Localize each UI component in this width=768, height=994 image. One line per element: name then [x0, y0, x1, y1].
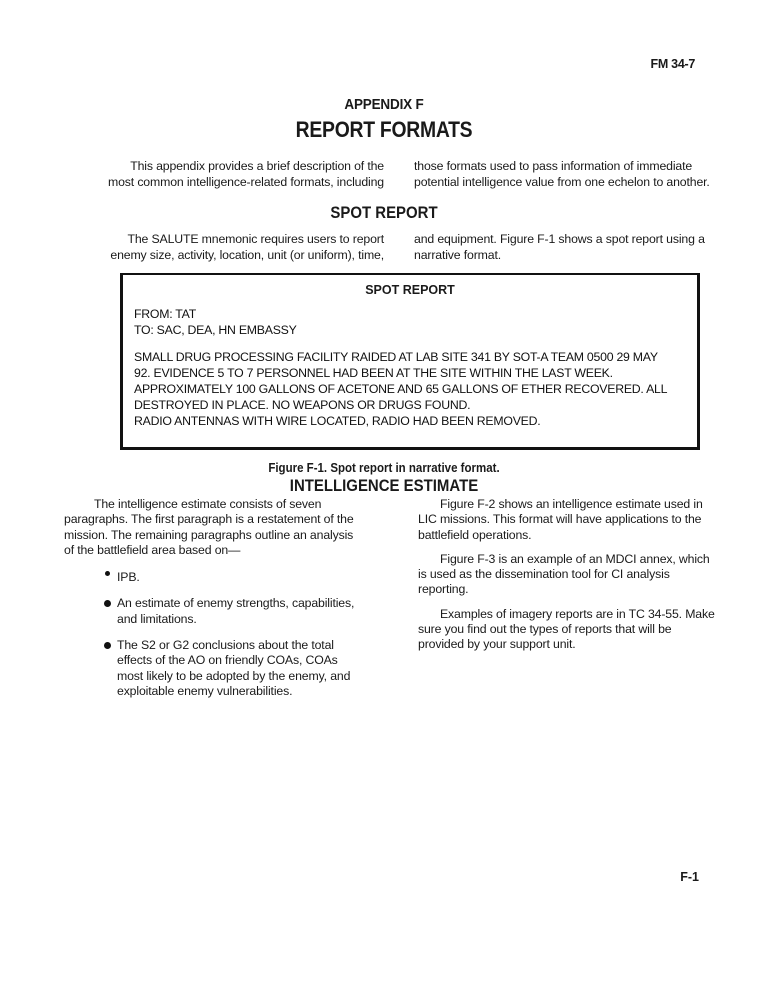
- report-body-line-3: APPROXIMATELY 100 GALLONS OF ACETONE AND 65 GALLONS OF ETHER RECOVERED. ALL: [134, 382, 668, 396]
- appendix-label: APPENDIX F: [344, 96, 424, 113]
- bullet-item-enemy-estimate: [94, 596, 362, 627]
- report-from: FROM: TAT: [134, 307, 196, 321]
- report-body-line-4: DESTROYED IN PLACE. NO WEAPONS OR DRUGS FOUND.: [134, 398, 471, 412]
- bullet-item-ipb: [94, 570, 362, 585]
- spot-report-right-column: [414, 232, 744, 263]
- intro-left-column: [64, 159, 384, 190]
- bullet-text: The S2 or G2 conclusions about the total effects of the AO on friendly COAs, COAs most likely to be adopted by the enemy, and exploitable enemy vulnerabilities.: [117, 638, 351, 698]
- section-title-intelligence-estimate: INTELLIGENCE ESTIMATE: [289, 476, 479, 495]
- spot-report-figure: [120, 273, 700, 450]
- estimate-paragraph-figure-f3: Figure F-3 is an example of an MDCI annex, which is used as the dissemination tool for CI analysis reporting.: [418, 551, 710, 597]
- report-body-line-2: 92. EVIDENCE 5 TO 7 PERSONNEL HAD BEEN AT THE SITE WITHIN THE LAST WEEK.: [134, 366, 613, 380]
- estimate-left-column: [64, 497, 362, 710]
- estimate-bullet-list: [94, 570, 362, 699]
- bullet-item-conclusions: [94, 638, 362, 699]
- figure-box-title: SPOT REPORT: [365, 283, 455, 297]
- spot-report-left-column: [64, 232, 384, 263]
- intro-right-line-2: potential intelligence value from one echelon to another.: [414, 174, 710, 189]
- intro-left-line-1: This appendix provides a brief description of the: [130, 159, 384, 173]
- spot-right-line-1: and equipment. Figure F-1 shows a spot report using a: [414, 232, 705, 246]
- bullet-icon: [105, 571, 110, 576]
- bullet-icon: [104, 642, 111, 649]
- spot-left-line-1: The SALUTE mnemonic requires users to report: [127, 232, 384, 246]
- estimate-paragraph-figure-f2: Figure F-2 shows an intelligence estimate used in LIC missions. This format will have applications to the battlefield operations.: [418, 497, 703, 542]
- report-to: TO: SAC, DEA, HN EMBASSY: [134, 323, 297, 337]
- estimate-intro-paragraph: The intelligence estimate consists of seven paragraphs. The first paragraph is a restatement of the mission. The remaining paragraphs outline an analysis of the battlefield area based on—: [64, 497, 354, 557]
- spot-left-line-2: enemy size, activity, location, unit (or uniform), time,: [110, 247, 384, 262]
- report-body-line-5: RADIO ANTENNAS WITH WIRE LOCATED, RADIO HAD BEEN REMOVED.: [134, 414, 541, 428]
- estimate-paragraph-imagery: Examples of imagery reports are in TC 34-55. Make sure you find out the types of reports that will be provided by your support unit.: [418, 606, 715, 652]
- estimate-right-column: [418, 497, 718, 662]
- document-id: FM 34-7: [650, 57, 695, 71]
- intro-left-line-2: most common intelligence-related formats, including: [108, 174, 384, 189]
- intro-right-line-1: those formats used to pass information of immediate: [414, 159, 693, 173]
- bullet-text: An estimate of enemy strengths, capabilities, and limitations.: [117, 596, 355, 626]
- bullet-icon: [104, 600, 111, 607]
- report-body-line-1: SMALL DRUG PROCESSING FACILITY RAIDED AT LAB SITE 341 BY SOT-A TEAM 0500 29 MAY: [134, 350, 658, 364]
- section-title-spot-report: SPOT REPORT: [330, 203, 438, 222]
- figure-caption: Figure F-1. Spot report in narrative format.: [268, 461, 500, 475]
- spot-right-line-2: narrative format.: [414, 247, 501, 262]
- bullet-text: IPB.: [117, 570, 140, 585]
- page-number: F-1: [680, 870, 699, 884]
- intro-right-column: [414, 159, 744, 190]
- page-title: REPORT FORMATS: [295, 117, 473, 142]
